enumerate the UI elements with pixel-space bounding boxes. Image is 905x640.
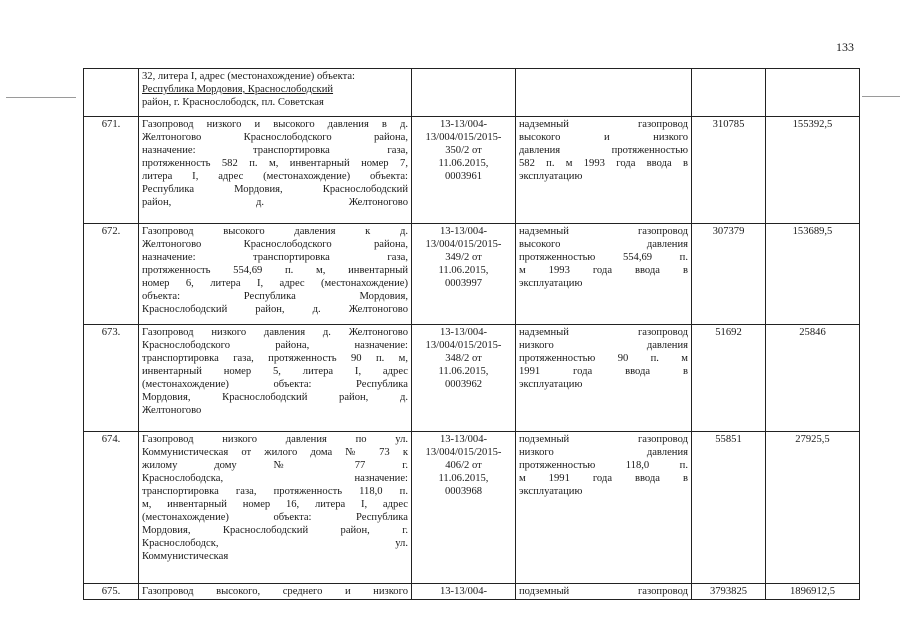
text-line: высокого давления <box>519 239 688 250</box>
text-line: Газопровод низкого давления по ул. <box>142 434 408 445</box>
book-value <box>692 69 766 117</box>
text-line: назначение: транспортировка газа, <box>142 145 408 156</box>
text-line: Желтоногово Краснослободского района, <box>142 239 408 250</box>
text-line: район, д. Желтоногово <box>142 197 408 208</box>
text-line: надземный газопровод <box>519 226 688 237</box>
item-number: 674. <box>84 432 139 584</box>
registration-record <box>412 325 516 432</box>
text-line: 0003997 <box>444 278 483 289</box>
text-line: низкого давления <box>519 340 688 351</box>
text-line: 348/2 от <box>445 353 482 364</box>
text-line: 13-13/004- <box>439 327 488 338</box>
item-number <box>84 69 139 117</box>
registry-table <box>83 68 860 600</box>
text-line: Республика Мордовия, Краснослободский <box>142 84 334 95</box>
text-line: объекта: Республика Мордовия, <box>142 291 408 302</box>
object-description <box>139 224 412 325</box>
residual-value: 155392,5 <box>766 117 860 224</box>
text-line: (местонахождение) объекта: Республика <box>142 379 408 390</box>
text-line: Коммунистическая <box>142 551 229 562</box>
text-line: Краснослободский район, д. Желтоногово <box>142 304 408 315</box>
scan-mark-right <box>862 96 900 97</box>
registration-record <box>412 69 516 117</box>
text-line: Газопровод низкого и высокого давления в д. <box>142 119 408 130</box>
registration-record <box>412 584 516 600</box>
registration-record <box>412 224 516 325</box>
text-line: протяженностью 90 п. м <box>519 353 688 364</box>
text-line: транспортировка газа, протяженность 118,0 п. <box>142 486 408 497</box>
text-line: 349/2 от <box>445 252 482 263</box>
text-line: протяженность 582 п. м, инвентарный номер 7, <box>142 158 408 169</box>
text-line: 350/2 от <box>445 145 482 156</box>
text-line: 11.06.2015, <box>438 473 489 484</box>
residual-value: 25846 <box>766 325 860 432</box>
text-line: литера I, адрес (местонахождение) объекта: <box>142 171 408 182</box>
text-line: Краснослободского района, назначение: <box>142 340 408 351</box>
scan-mark-left <box>6 97 76 98</box>
book-value: 51692 <box>692 325 766 432</box>
text-line: м 1993 года ввода в <box>519 265 688 276</box>
text-line: эксплуатацию <box>519 171 583 182</box>
text-line: подземный газопровод <box>519 586 688 597</box>
text-line: 13/004/015/2015- <box>425 132 502 143</box>
table-row <box>84 224 860 325</box>
item-number: 672. <box>84 224 139 325</box>
text-line: 11.06.2015, <box>438 366 489 377</box>
text-line: 0003968 <box>444 486 483 497</box>
text-line: Газопровод низкого давления д. Желтоногово <box>142 327 408 338</box>
item-number: 671. <box>84 117 139 224</box>
text-line: низкого давления <box>519 447 688 458</box>
text-line: (местонахождение) объекта: Республика <box>142 512 408 523</box>
text-line: 13-13/004- <box>439 119 488 130</box>
object-characteristics <box>516 224 692 325</box>
book-value: 3793825 <box>692 584 766 600</box>
item-number: 673. <box>84 325 139 432</box>
text-line: эксплуатацию <box>519 379 583 390</box>
text-line: протяженностью 554,69 п. <box>519 252 688 263</box>
object-characteristics <box>516 432 692 584</box>
text-line: 13/004/015/2015- <box>425 340 502 351</box>
text-line: подземный газопровод <box>519 434 688 445</box>
text-line: транспортировка газа, протяженность 90 п. м, <box>142 353 408 364</box>
book-value: 307379 <box>692 224 766 325</box>
table-row <box>84 117 860 224</box>
text-line: Краснослободска, назначение: <box>142 473 408 484</box>
registration-record <box>412 432 516 584</box>
text-line: 582 п. м 1993 года ввода в <box>519 158 688 169</box>
text-line: 11.06.2015, <box>438 158 489 169</box>
text-line: 13/004/015/2015- <box>425 239 502 250</box>
text-line: м, инвентарный номер 16, литера I, адрес <box>142 499 408 510</box>
text-line: Коммунистическая от жилого дома № 73 к <box>142 447 408 458</box>
item-number: 675. <box>84 584 139 600</box>
text-line: 13/004/015/2015- <box>425 447 502 458</box>
text-line: Республика Мордовия, Краснослободский <box>142 184 408 195</box>
text-line: 406/2 от <box>445 460 482 471</box>
object-description <box>139 432 412 584</box>
registry-table-body <box>84 69 860 600</box>
object-characteristics <box>516 69 692 117</box>
text-line: м 1991 года ввода в <box>519 473 688 484</box>
text-line: жилому дому № 77 г. <box>142 460 408 471</box>
residual-value: 1896912,5 <box>766 584 860 600</box>
object-characteristics <box>516 325 692 432</box>
book-value: 310785 <box>692 117 766 224</box>
text-line: протяженностью 118,0 п. <box>519 460 688 471</box>
text-line: эксплуатацию <box>519 278 583 289</box>
text-line: давления протяженностью <box>519 145 688 156</box>
text-line: Краснослободск, ул. <box>142 538 408 549</box>
text-line: 0003962 <box>444 379 483 390</box>
object-characteristics <box>516 584 692 600</box>
text-line: 13-13/004- <box>439 434 488 445</box>
table-row <box>84 584 860 600</box>
text-line: назначение: транспортировка газа, <box>142 252 408 263</box>
text-line: Желтоногово <box>142 405 202 416</box>
object-characteristics <box>516 117 692 224</box>
object-description <box>139 584 412 600</box>
object-description <box>139 69 412 117</box>
text-line: 11.06.2015, <box>438 265 489 276</box>
text-line: Газопровод высокого давления к д. <box>142 226 408 237</box>
text-line: 0003961 <box>444 171 483 182</box>
object-description <box>139 325 412 432</box>
text-line: Газопровод высокого, среднего и низкого <box>142 586 408 597</box>
object-description <box>139 117 412 224</box>
table-row <box>84 432 860 584</box>
text-line: Мордовия, Краснослободский район, д. <box>142 392 408 403</box>
text-line: 32, литера I, адрес (местонахождение) объекта: <box>142 71 355 82</box>
residual-value: 27925,5 <box>766 432 860 584</box>
text-line: номер 6, литера I, адрес (местонахождение) <box>142 278 408 289</box>
text-line: 13-13/004- <box>439 226 488 237</box>
table-row <box>84 325 860 432</box>
text-line: Желтоногово Краснослободского района, <box>142 132 408 143</box>
text-line: надземный газопровод <box>519 119 688 130</box>
residual-value: 153689,5 <box>766 224 860 325</box>
text-line: надземный газопровод <box>519 327 688 338</box>
text-line: район, г. Краснослободск, пл. Советская <box>142 97 324 108</box>
text-line: Мордовия, Краснослободский район, г. <box>142 525 408 536</box>
text-line: протяженность 554,69 п. м, инвентарный <box>142 265 408 276</box>
table-row <box>84 69 860 117</box>
text-line: высокого и низкого <box>519 132 688 143</box>
text-line: эксплуатацию <box>519 486 583 497</box>
registration-record <box>412 117 516 224</box>
book-value: 55851 <box>692 432 766 584</box>
text-line: инвентарный номер 5, литера I, адрес <box>142 366 408 377</box>
text-line: 1991 года ввода в <box>519 366 688 377</box>
text-line: 13-13/004- <box>439 586 488 597</box>
page-number: 133 <box>836 40 854 54</box>
residual-value <box>766 69 860 117</box>
